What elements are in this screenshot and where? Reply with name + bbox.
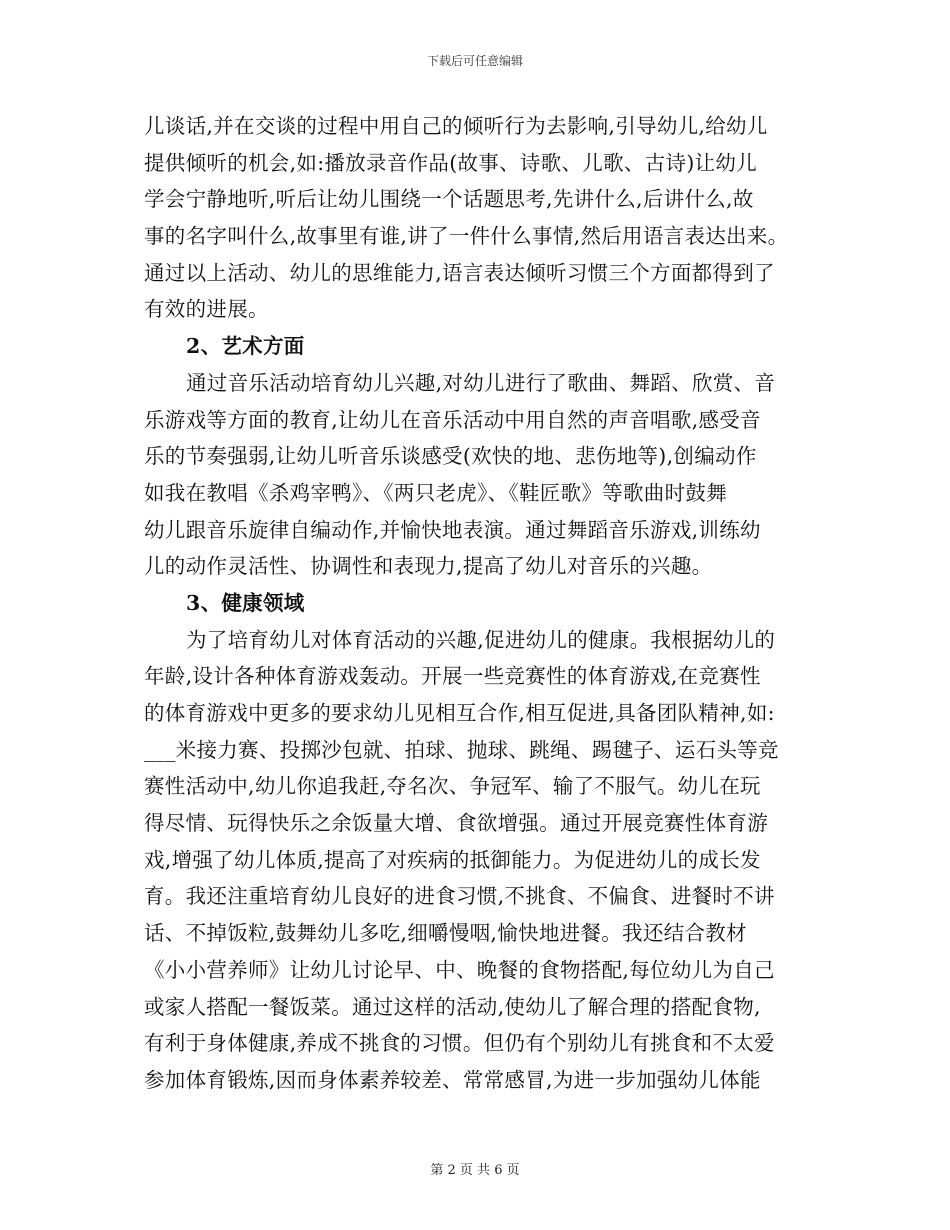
paragraph-line: 儿谈话,并在交谈的过程中用自己的倾听行为去影响,引导幼儿,给幼儿	[144, 114, 768, 138]
paragraph-line: 《小小营养师》让幼儿讨论早、中、晚餐的食物搭配,每位幼儿为自己	[144, 957, 775, 982]
paragraph-line: 为了培育幼儿对体育活动的兴趣,促进幼儿的健康。我根据幼儿的	[186, 627, 776, 652]
paragraph-line: 事的名字叫什么,故事里有谁,讲了一件什么事情,然后用语言表达出来。	[144, 224, 789, 249]
paragraph-line: 赛性活动中,幼儿你追我赶,夺名次、争冠军、输了不服气。幼儿在玩	[144, 774, 761, 799]
paragraph-line: 提供倾听的机会,如:播放录音作品(故事、诗歌、儿歌、古诗)让幼儿	[144, 150, 758, 175]
paragraph-line: 通过音乐活动培育幼儿兴趣,对幼儿进行了歌曲、舞蹈、欣赏、音	[186, 370, 776, 395]
paragraph-line: 有利于身体健康,养成不挑食的习惯。但仍有个别幼儿有挑食和不太爱	[144, 1031, 775, 1056]
paragraph-line: 乐游戏等方面的教育,让幼儿在音乐活动中用自然的声音唱歌,感受音	[144, 407, 761, 432]
paragraph-line: 戏,增强了幼儿体质,提高了对疾病的抵御能力。为促进幼儿的成长发	[144, 847, 761, 872]
section-heading: 2、艺术方面	[186, 334, 305, 359]
paragraph-line: 幼儿跟音乐旋律自编动作,并愉快地表演。通过舞蹈音乐游戏,训练幼	[144, 517, 761, 542]
paragraph-line: 通过以上活动、幼儿的思维能力,语言表达倾听习惯三个方面都得到了	[144, 260, 775, 285]
paragraph-line: 年龄,设计各种体育游戏轰动。开展一些竞赛性的体育游戏,在竞赛性	[144, 664, 761, 689]
paragraph-line: 如我在教唱《杀鸡宰鸭》、《两只老虎》、《鞋匠歌》等歌曲时鼓舞	[144, 480, 727, 505]
paragraph-line: 儿的动作灵活性、协调性和表现力,提高了幼儿对音乐的兴趣。	[144, 554, 713, 579]
paragraph-line: 得尽情、玩得快乐之余饭量大增、食欲增强。通过开展竞赛性体育游	[144, 811, 768, 836]
paragraph-line: 学会宁静地听,听后让幼儿围绕一个话题思考,先讲什么,后讲什么,故	[144, 187, 754, 212]
paragraph-line: 乐的节奏强弱,让幼儿听音乐谈感受(欢快的地、悲伤地等),创编动作	[144, 444, 757, 469]
paragraph-line: 有效的进展。	[144, 297, 269, 322]
page-footer: 第 2 页 共 6 页	[430, 1163, 520, 1178]
section-heading: 3、健康领域	[186, 590, 305, 615]
paragraph-line: 话、不掉饭粒,鼓舞幼儿多吃,细嚼慢咽,愉快地进餐。我还结合教材	[144, 921, 747, 946]
paragraph-line: 的体育游戏中更多的要求幼儿见相互合作,相互促进,具备团队精神,如:	[144, 701, 775, 725]
paragraph-line: 或家人搭配一餐饭菜。通过这样的活动,使幼儿了解合理的搭配食物,	[144, 994, 761, 1019]
paragraph-line: 参加体育锻炼,因而身体素养较差、常常感冒,为进一步加强幼儿体能	[144, 1067, 761, 1092]
paragraph-line: 育。我还注重培育幼儿良好的进食习惯,不挑食、不偏食、进餐时不讲	[144, 884, 775, 909]
document-body	[144, 108, 814, 1099]
paragraph-line: ___米接力赛、投掷沙包就、拍球、抛球、跳绳、踢毽子、运石头等竞	[144, 737, 779, 762]
page-header: 下载后可任意编辑	[426, 54, 523, 68]
